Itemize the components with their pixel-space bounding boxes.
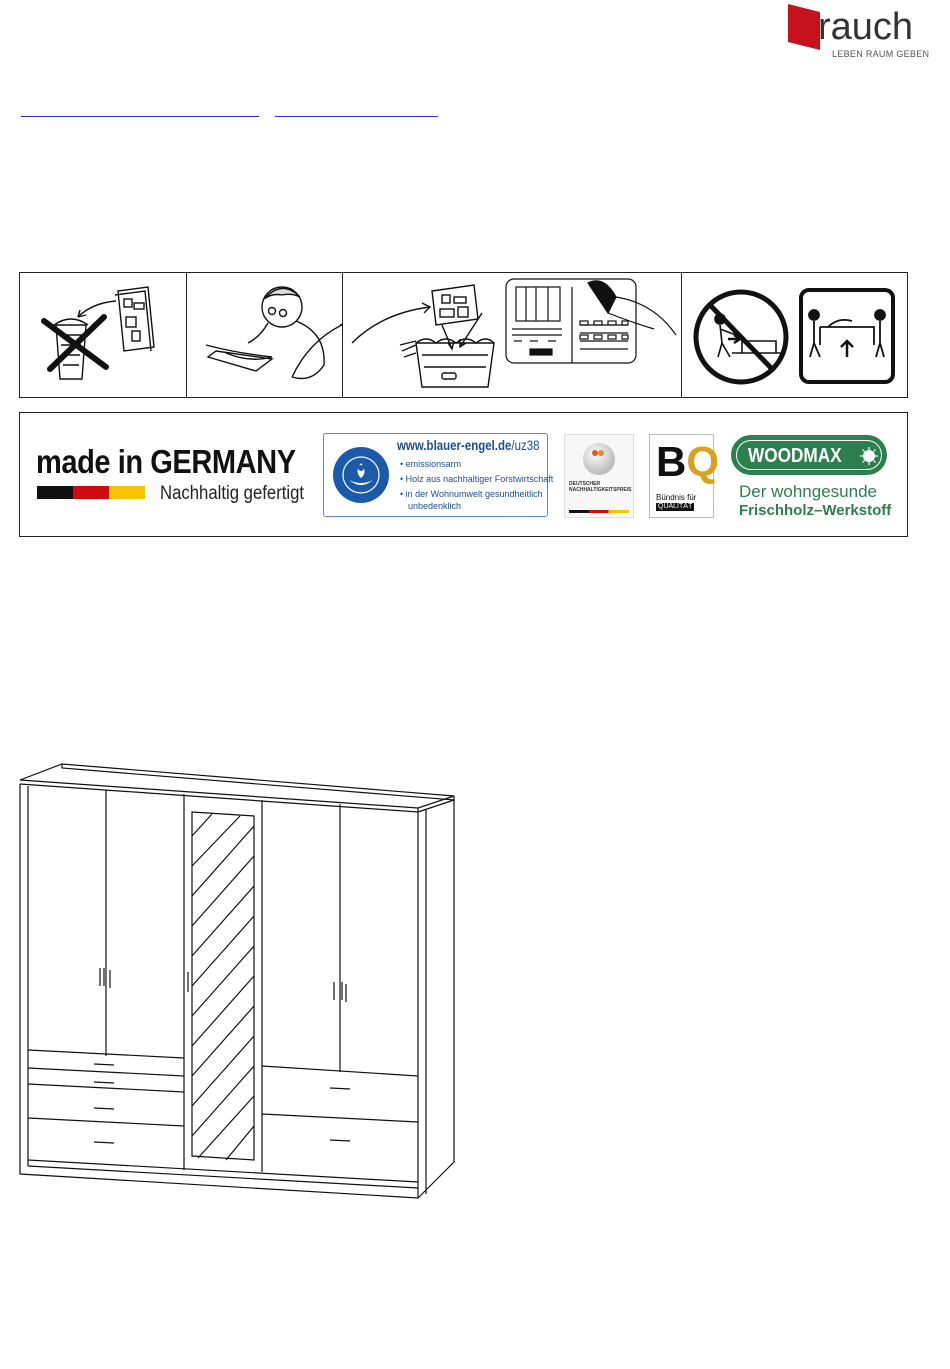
do-not-push-icon (692, 287, 792, 387)
bq-sub-1: Bündnis für (656, 493, 697, 502)
sun-icon (860, 447, 878, 465)
woodmax-line-1: Der wohngesunde (739, 482, 877, 501)
link-1[interactable] (21, 104, 259, 118)
blauer-engel-item: • emissionsarm (400, 459, 462, 469)
blauer-engel-item: • Holz aus nachhaltiger Forstwirtschaft (400, 474, 554, 484)
parts-list-icon (504, 277, 682, 365)
instruction-strip (19, 272, 908, 398)
lift-two-people-icon (798, 287, 896, 385)
blauer-engel-badge (323, 433, 554, 517)
woodmax-name: WOODMAX (748, 445, 842, 467)
no-discard-manual-icon (20, 273, 186, 397)
nachhaltigkeitspreis-title: DEUTSCHER NACHHALTIGKEITSPREIS (569, 481, 632, 493)
certification-box (19, 412, 908, 537)
brand-logo (786, 2, 930, 62)
flag-stripe (569, 510, 629, 513)
bq-sub-2: QUALITÄT (658, 503, 693, 510)
award-sphere-icon (581, 441, 617, 477)
bq-badge (649, 434, 720, 518)
blauer-engel-url: www.blauer-engel.de/uz38 (397, 437, 540, 453)
logo-tagline: LEBEN RAUM GEBEN (832, 49, 930, 59)
woodmax-line-2: Frischholz–Werkstoff (739, 502, 892, 519)
link-2[interactable] (275, 104, 438, 118)
blauer-engel-item: • in der Wohnumwelt gesundheitlich (400, 489, 543, 499)
blauer-engel-seal-icon (332, 446, 390, 504)
made-in-germany-title: made in GERMANY (36, 443, 296, 480)
woodmax-logo (731, 435, 887, 475)
logo-wordmark: rauch (818, 6, 914, 48)
german-flag-bar (37, 486, 145, 499)
logo-mark (788, 4, 820, 50)
bq-letters: BQ (656, 438, 720, 485)
read-manual-icon (186, 273, 342, 397)
wardrobe-illustration (14, 750, 464, 1210)
keep-manual-icon (342, 273, 512, 397)
nachhaltigkeitspreis-badge (564, 434, 634, 518)
blauer-engel-item: unbedenklich (408, 501, 462, 511)
made-in-germany-subtitle: Nachhaltig gefertigt (160, 483, 305, 504)
